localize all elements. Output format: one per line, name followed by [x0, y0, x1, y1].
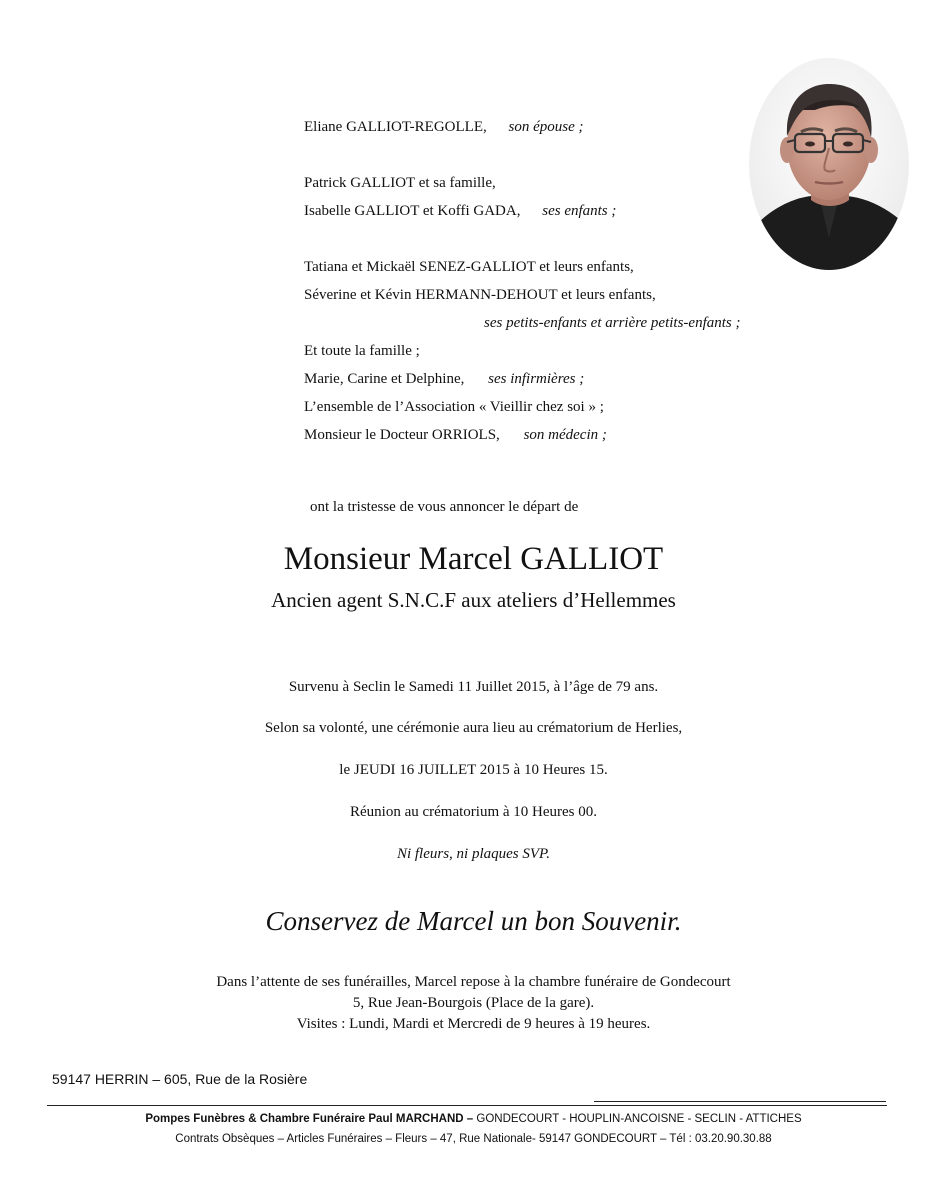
rest-line-1: Dans l’attente de ses funérailles, Marcel repose à la chambre funéraire de Gondecourt: [216, 974, 731, 990]
family-role: ses petits-enfants et arrière petits-enfants ;: [484, 315, 741, 331]
announcement-text: ont la tristesse de vous annoncer le départ de: [310, 499, 579, 515]
family-role: ses enfants ;: [542, 203, 617, 219]
footer-company: [0, 1111, 947, 1127]
family-name: Tatiana et Mickaël SENEZ-GALLIOT et leurs enfants,: [304, 259, 634, 275]
family-line-4: [304, 257, 634, 277]
family-line-5: [304, 285, 656, 305]
family-name: Et toute la famille ;: [304, 343, 420, 359]
deceased-name: Monsieur Marcel GALLIOT: [283, 541, 664, 577]
footer-long-rule: [47, 1105, 887, 1106]
family-name: Monsieur le Docteur ORRIOLS,: [304, 427, 500, 443]
family-name: Patrick GALLIOT et sa famille,: [304, 175, 496, 191]
family-line-1: [304, 117, 583, 137]
detail-line-meeting: Réunion au crématorium à 10 Heures 00.: [349, 804, 597, 820]
family-line-9: [304, 397, 604, 417]
portrait-photo: [749, 58, 909, 270]
footer-services: Contrats Obsèques – Articles Funéraires – Fleurs – 47, Rue Nationale- 59147 GONDECOURT – Tél : 03.20.90.30.88: [175, 1133, 772, 1145]
family-role: ses infirmières ;: [488, 371, 585, 387]
footer-company-name: Pompes Funèbres & Chambre Funéraire Paul MARCHAND –: [145, 1113, 474, 1125]
no-flowers-note: Ni fleurs, ni plaques SVP.: [396, 846, 551, 862]
family-name: Marie, Carine et Delphine,: [304, 371, 465, 387]
family-name: Séverine et Kévin HERMANN-DEHOUT et leurs enfants,: [304, 287, 656, 303]
detail-line-date: le JEUDI 16 JUILLET 2015 à 10 Heures 15.: [339, 762, 608, 778]
detail-line-death: Survenu à Seclin le Samedi 11 Juillet 2015, à l’âge de 79 ans.: [288, 679, 659, 695]
family-name: Eliane GALLIOT-REGOLLE,: [304, 119, 487, 135]
family-role: son médecin ;: [523, 427, 607, 443]
footer-address: 59147 HERRIN – 605, Rue de la Rosière: [52, 1071, 308, 1087]
footer-short-rule: [594, 1101, 886, 1102]
family-line-3: [304, 201, 616, 221]
family-line-2: [304, 173, 496, 193]
deceased-subtitle: Ancien agent S.N.C.F aux ateliers d’Hellemmes: [271, 588, 676, 612]
family-name: L’ensemble de l’Association « Vieillir chez soi » ;: [304, 399, 604, 415]
footer-company-locations: GONDECOURT - HOUPLIN-ANCOISNE - SECLIN - ATTICHES: [473, 1113, 802, 1125]
souvenir-text: Conservez de Marcel un bon Souvenir.: [265, 906, 682, 936]
detail-line-ceremony: Selon sa volonté, une cérémonie aura lieu au crématorium de Herlies,: [264, 720, 683, 736]
rest-line-2: 5, Rue Jean-Bourgois (Place de la gare).: [352, 995, 595, 1011]
family-line-10: [304, 425, 607, 445]
rest-line-3: Visites : Lundi, Mardi et Mercredi de 9 heures à 19 heures.: [296, 1016, 651, 1032]
family-line-6: [484, 313, 741, 333]
family-role: son épouse ;: [508, 119, 584, 135]
portrait-illustration: [749, 58, 909, 270]
family-line-8: [304, 369, 584, 389]
family-line-7: [304, 341, 420, 361]
family-name: Isabelle GALLIOT et Koffi GADA,: [304, 203, 521, 219]
